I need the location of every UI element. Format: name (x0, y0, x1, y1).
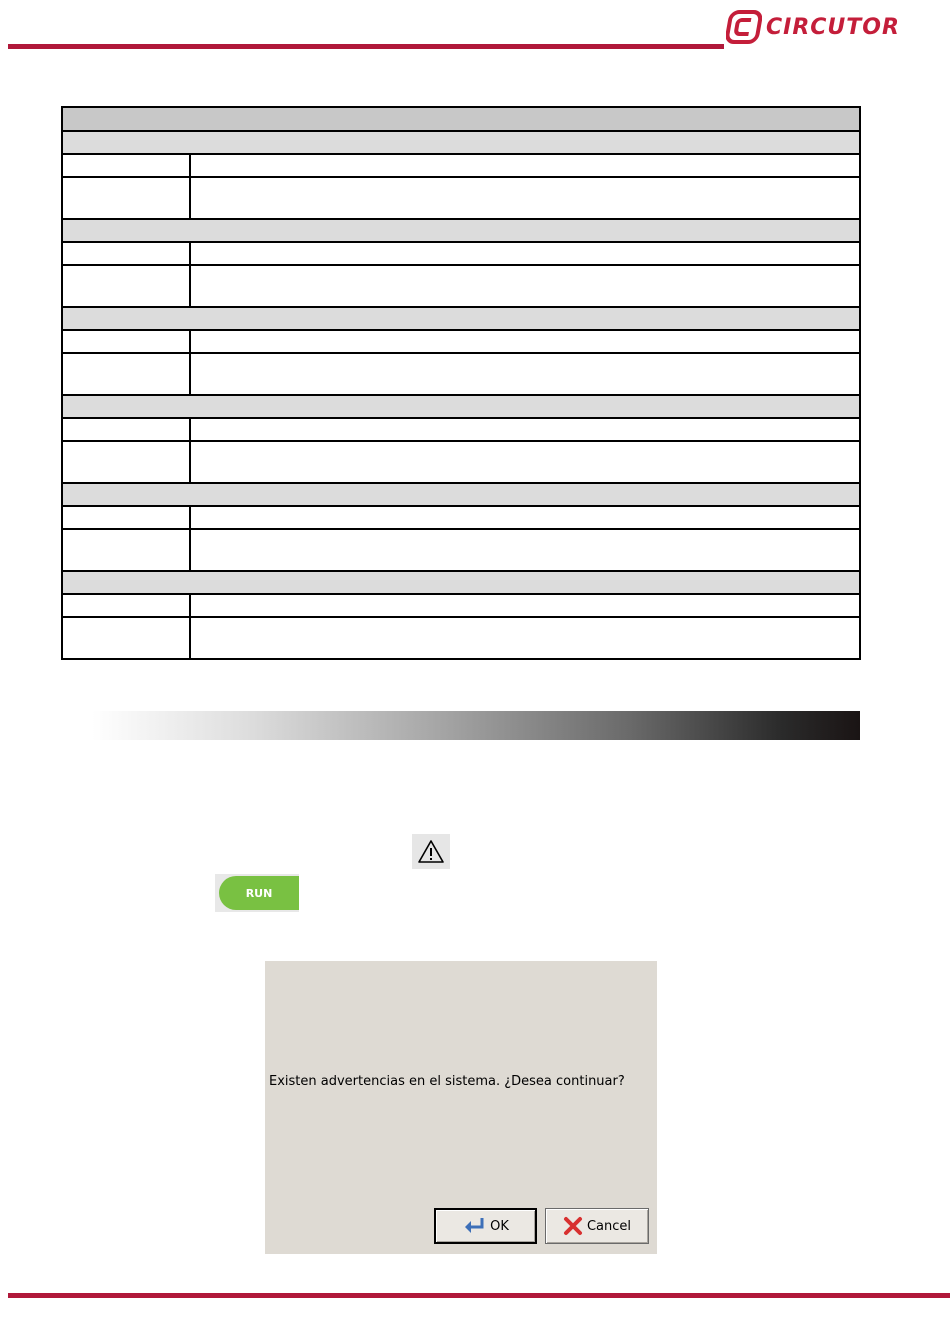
table-cell (190, 418, 860, 441)
table-cell (62, 154, 190, 177)
section-heading (62, 219, 860, 242)
ok-label: OK (490, 1218, 509, 1234)
footer-rule (8, 1293, 950, 1298)
section-heading (62, 307, 860, 330)
table-cell (190, 529, 860, 571)
confirmation-dialog (265, 961, 657, 1254)
circutor-logo (726, 8, 906, 46)
warning-icon-glyph (417, 839, 445, 865)
specification-table (61, 106, 861, 660)
section-heading (62, 483, 860, 506)
table-cell (62, 441, 190, 483)
table-cell (62, 617, 190, 659)
table-cell (190, 506, 860, 529)
table-cell (62, 265, 190, 307)
table-cell (62, 418, 190, 441)
table-cell (190, 177, 860, 219)
header-rule (8, 44, 724, 49)
ok-button[interactable] (434, 1208, 537, 1244)
table-cell (190, 242, 860, 265)
table-cell (190, 154, 860, 177)
section-heading (62, 395, 860, 418)
table-cell (62, 242, 190, 265)
run-button-icon[interactable] (215, 874, 299, 912)
section-heading (62, 571, 860, 594)
table-cell (190, 265, 860, 307)
table-cell (62, 506, 190, 529)
dialog-message: Existen advertencias en el sistema. ¿Desea continuar? (269, 1074, 625, 1089)
table-cell (62, 594, 190, 617)
table-cell (190, 441, 860, 483)
table-cell (62, 330, 190, 353)
table-cell (190, 330, 860, 353)
section-gradient-bar (92, 711, 860, 740)
brand-name: CIRCUTOR (766, 14, 900, 40)
table-title (62, 107, 860, 131)
table-cell (62, 529, 190, 571)
cancel-button[interactable] (545, 1208, 649, 1244)
cancel-x-icon (563, 1216, 583, 1236)
warning-triangle-icon[interactable] (412, 834, 450, 869)
table-cell (62, 353, 190, 395)
run-label: RUN (219, 876, 299, 910)
section-heading (62, 131, 860, 154)
circutor-logo-icon (726, 9, 762, 45)
cancel-label: Cancel (586, 1218, 632, 1234)
enter-arrow-icon (462, 1216, 486, 1236)
table-cell (62, 177, 190, 219)
table-cell (190, 594, 860, 617)
table-cell (190, 353, 860, 395)
table-cell (190, 617, 860, 659)
